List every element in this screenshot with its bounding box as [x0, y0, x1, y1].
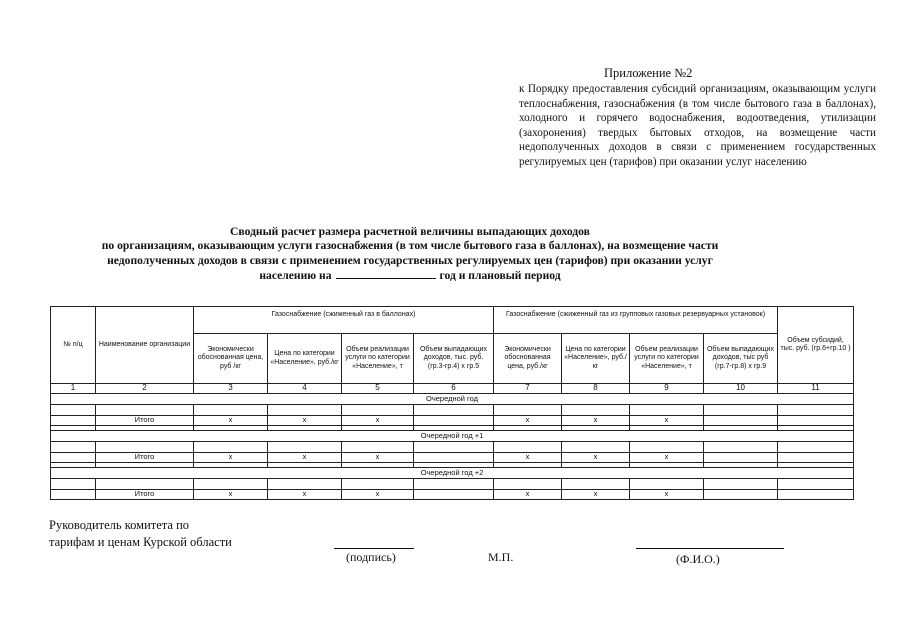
column-number: 8: [562, 384, 630, 394]
signature-line: [334, 548, 414, 549]
column-number: 9: [630, 384, 704, 394]
signatory-line-1: Руководитель комитета по: [49, 518, 190, 532]
header-col-5: Объем реализации услуги по категории «Население», т: [342, 334, 414, 384]
na-mark: x: [562, 453, 630, 463]
na-mark: x: [268, 416, 342, 426]
stamp-label: М.П.: [488, 550, 514, 564]
header-col-9: Объем реализации услуги по категории «Население», т: [630, 334, 704, 384]
year-blank-field: [336, 268, 436, 279]
column-number: 1: [51, 384, 96, 394]
name-line: [636, 548, 784, 549]
na-mark: x: [630, 453, 704, 463]
table-row: [51, 442, 854, 453]
total-row: [51, 490, 854, 500]
na-mark: x: [342, 490, 414, 500]
column-number: 11: [778, 384, 854, 394]
table-row: [51, 405, 854, 416]
na-mark: x: [630, 490, 704, 500]
na-mark: x: [342, 453, 414, 463]
na-mark: x: [194, 416, 268, 426]
total-row: [51, 416, 854, 426]
na-mark: x: [562, 490, 630, 500]
header-subsidy: Объем субсидий, тыс. руб. (гр.6+гр.10 ): [778, 307, 854, 384]
header-group-balloons: Газоснабжение (сжиженный газ в баллонах): [194, 307, 494, 334]
na-mark: x: [630, 416, 704, 426]
header-col-3: Экономически обоснованная цена, руб /кг: [194, 334, 268, 384]
table-row: [51, 479, 854, 490]
column-number: 2: [96, 384, 194, 394]
total-label: Итого: [96, 416, 194, 426]
column-number: 6: [414, 384, 494, 394]
header-col-6: Объем выпадающих доходов, тыс. руб. (гр.3-гр.4) х гр.5: [414, 334, 494, 384]
title-line-4: [60, 268, 760, 283]
title-line-4-end: год и плановый период: [439, 269, 561, 283]
na-mark: x: [494, 416, 562, 426]
signature-caption: (подпись): [346, 550, 396, 564]
appendix-text: к Порядку предоставления субсидий организациям, оказывающим услуги теплоснабжения, газоснабжения (в том числе бытового газа в баллонах), холодного и горячего водоснабжения, водоотведения, утилизации (захоронения) твердых бытовых отходов, на возмещение части недополученных доходов в связи с применением государственных регулируемых цен (тарифов) при оказании услуг населению: [519, 83, 876, 168]
header-col-10: Объем выпадающих доходов, тыс руб (гр.7-гр.8) х гр.9: [704, 334, 778, 384]
na-mark: x: [194, 490, 268, 500]
header-col-7: Экономически обоснованная цена, руб./кг: [494, 334, 562, 384]
section-title-year-2: Очередной год +2: [51, 468, 854, 479]
title-line-1: Сводный расчет размера расчетной величины выпадающих доходов: [230, 225, 590, 238]
section-title-year-1: Очередной год +1: [51, 431, 854, 442]
header-col-4: Цена по категории «Население», руб./кг: [268, 334, 342, 384]
title-line-4-start: населению на: [259, 269, 332, 283]
na-mark: x: [562, 416, 630, 426]
column-number: 4: [268, 384, 342, 394]
na-mark: x: [494, 490, 562, 500]
na-mark: x: [268, 490, 342, 500]
signatory-title: [49, 517, 232, 551]
na-mark: x: [342, 416, 414, 426]
header-organization: Наименование организации: [96, 307, 194, 384]
title-line-3: недополученных доходов в связи с применением государственных регулируемых цен (тарифов) при оказании услуг: [107, 253, 713, 267]
appendix-title: Приложение №2: [604, 66, 693, 80]
column-number: 3: [194, 384, 268, 394]
signatory-line-2: тарифам и ценам Курской области: [49, 535, 232, 549]
section-title-year-0: Очередной год: [51, 394, 854, 405]
header-number: № п/ц: [51, 307, 96, 384]
header-col-8: Цена по категории «Население», руб./кг: [562, 334, 630, 384]
summary-table: [50, 306, 854, 500]
column-number: 10: [704, 384, 778, 394]
na-mark: x: [494, 453, 562, 463]
title-line-2: по организациям, оказывающим услуги газоснабжения (в том числе бытового газа в баллонах), на возмещение части: [101, 239, 719, 253]
total-row: [51, 453, 854, 463]
header-group-reservoir: Газоснабжение (сжиженный газ из групповых газовых резервуарных установок): [494, 307, 778, 334]
total-label: Итого: [96, 453, 194, 463]
document-title: [60, 225, 760, 284]
column-number: 5: [342, 384, 414, 394]
name-caption: (Ф.И.О.): [676, 552, 720, 566]
na-mark: x: [194, 453, 268, 463]
na-mark: x: [268, 453, 342, 463]
column-number: 7: [494, 384, 562, 394]
total-label: Итого: [96, 490, 194, 500]
